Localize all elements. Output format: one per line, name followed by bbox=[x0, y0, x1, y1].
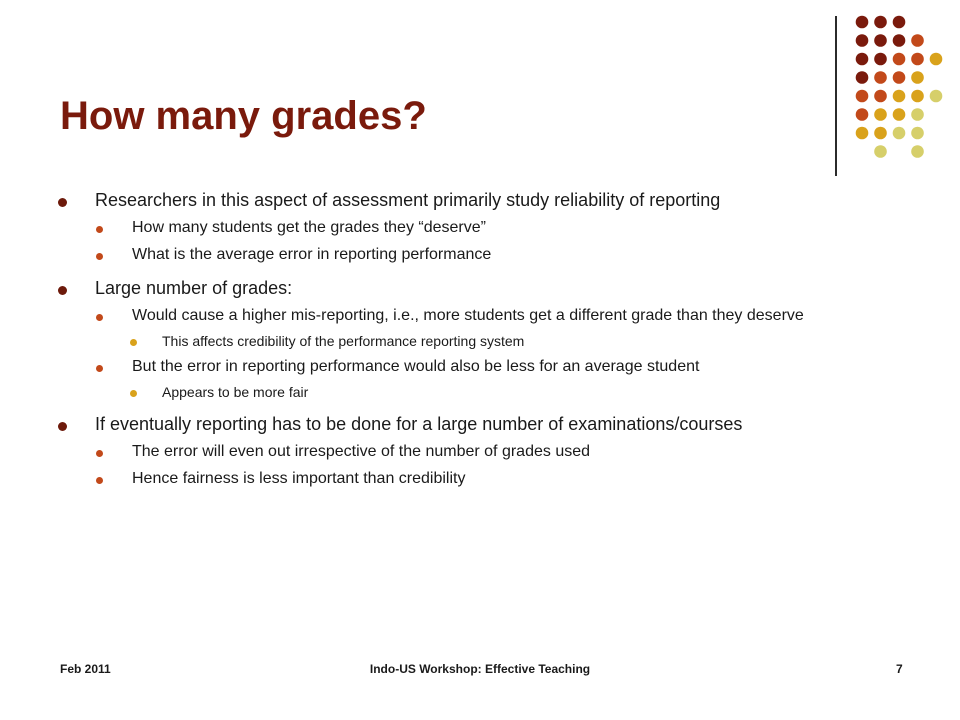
bullet-level1 bbox=[56, 276, 906, 300]
bullet-marker bbox=[58, 286, 67, 295]
decorative-dot bbox=[874, 145, 887, 158]
bullet-text: The error will even out irrespective of the number of grades used bbox=[132, 443, 591, 460]
decorative-dot bbox=[874, 90, 887, 103]
bullet-text: Appears to be more fair bbox=[162, 384, 309, 400]
decorative-dot bbox=[874, 108, 887, 121]
decorative-dot bbox=[874, 71, 887, 84]
bullet-marker bbox=[96, 314, 103, 321]
decorative-dot bbox=[911, 145, 924, 158]
bullet-level1 bbox=[56, 188, 906, 212]
bullet-marker bbox=[58, 198, 67, 207]
bullet-marker bbox=[96, 365, 103, 372]
bullet-marker bbox=[96, 477, 103, 484]
decorative-dot bbox=[856, 90, 869, 103]
decorative-dot bbox=[874, 34, 887, 47]
decorative-dot bbox=[911, 90, 924, 103]
decorative-dot bbox=[911, 108, 924, 121]
decorative-dot bbox=[893, 108, 906, 121]
bullet-level2 bbox=[56, 441, 906, 463]
decorative-dot bbox=[874, 53, 887, 66]
decorative-dot bbox=[874, 16, 887, 29]
bullet-level1 bbox=[56, 412, 906, 436]
bullet-text: Hence fairness is less important than credibility bbox=[132, 470, 466, 487]
bullet-text: This affects credibility of the performance reporting system bbox=[162, 333, 525, 349]
decorative-dot bbox=[911, 34, 924, 47]
bullet-level2 bbox=[56, 217, 906, 239]
bullet-level3 bbox=[56, 332, 906, 351]
bullet-marker bbox=[96, 253, 103, 260]
bullet-level3 bbox=[56, 383, 906, 402]
bullet-text: But the error in reporting performance would also be less for an average student bbox=[132, 358, 700, 375]
slide-title: How many grades? bbox=[60, 94, 427, 138]
bullet-marker bbox=[130, 390, 137, 397]
bullet-text: What is the average error in reporting performance bbox=[132, 246, 492, 263]
decorative-dot bbox=[856, 34, 869, 47]
decorative-dot bbox=[856, 53, 869, 66]
bullet-text: If eventually reporting has to be done for a large number of examinations/courses bbox=[95, 414, 743, 434]
bullet-text: Would cause a higher mis-reporting, i.e., more students get a different grade than they deserve bbox=[132, 307, 804, 324]
decorative-dot bbox=[930, 53, 943, 66]
decorative-dot bbox=[856, 71, 869, 84]
footer-title: Indo-US Workshop: Effective Teaching bbox=[369, 662, 591, 676]
decorative-dot bbox=[893, 127, 906, 140]
bullet-level2 bbox=[56, 468, 906, 490]
decorative-dot bbox=[893, 16, 906, 29]
decorative-dot bbox=[911, 127, 924, 140]
decorative-dot bbox=[911, 71, 924, 84]
decorative-dot-grid bbox=[0, 0, 960, 180]
decorative-dot bbox=[893, 71, 906, 84]
footer-date: Feb 2011 bbox=[60, 662, 111, 676]
decorative-dot bbox=[893, 90, 906, 103]
decorative-dot bbox=[911, 53, 924, 66]
bullet-level2 bbox=[56, 305, 906, 327]
decorative-dot bbox=[893, 34, 906, 47]
bullet-marker bbox=[96, 450, 103, 457]
slide-content bbox=[56, 184, 906, 490]
bullet-level2 bbox=[56, 244, 906, 266]
bullet-marker bbox=[58, 422, 67, 431]
decorative-dot bbox=[856, 127, 869, 140]
decorative-dot bbox=[930, 90, 943, 103]
bullet-text: Researchers in this aspect of assessment primarily study reliability of reporting bbox=[95, 190, 721, 210]
bullet-marker bbox=[130, 339, 137, 346]
bullet-level2 bbox=[56, 356, 906, 378]
decorative-dot bbox=[856, 108, 869, 121]
decorative-dot bbox=[874, 127, 887, 140]
bullet-text: How many students get the grades they “deserve” bbox=[132, 219, 486, 236]
decorative-dot bbox=[893, 53, 906, 66]
bullet-text: Large number of grades: bbox=[95, 278, 293, 298]
bullet-marker bbox=[96, 226, 103, 233]
slide-number: 7 bbox=[896, 662, 903, 676]
decorative-dot bbox=[856, 16, 869, 29]
